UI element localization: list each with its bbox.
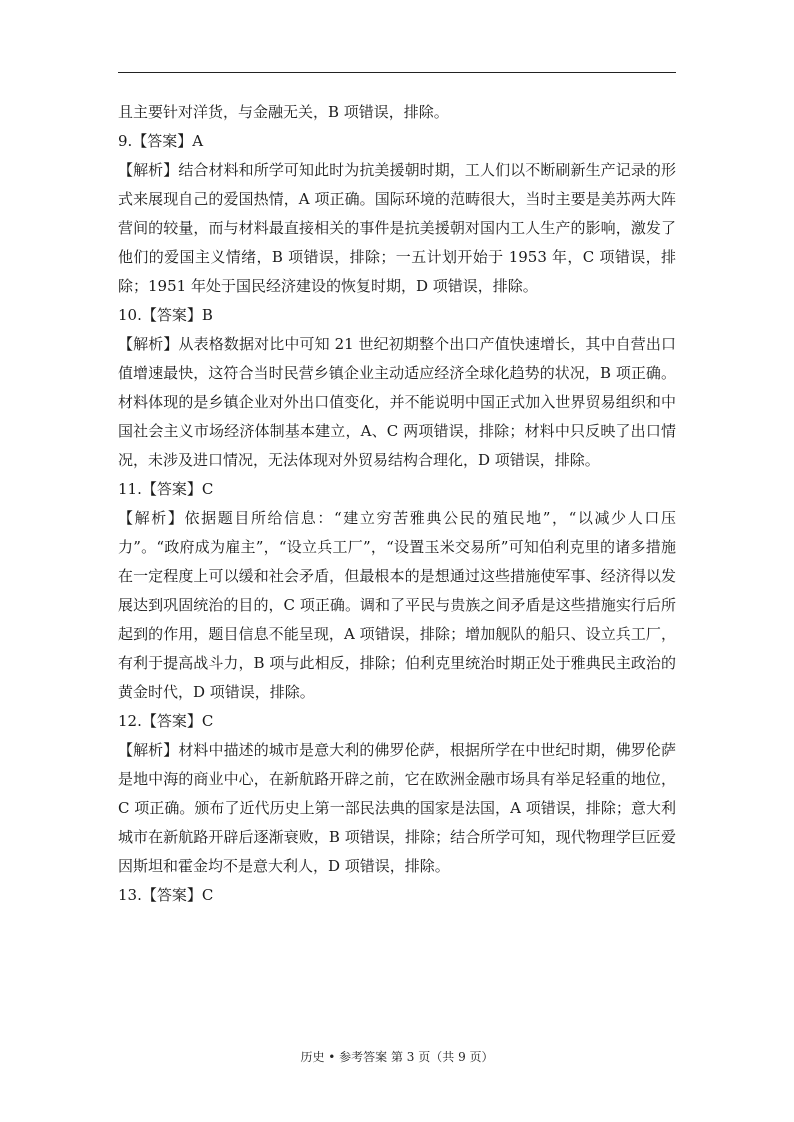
explanation-9: 【解析】结合材料和所学可知此时为抗美援朝时期，工人们以不断刷新生产记录的形式来展现自己的爱国热情，A 项正确。国际环境的范畴很大，当时主要是美苏两大阵营间的较量，而与材料最直接相关的事件是抗美援朝对国内工人生产的影响，激发了他们的爱国主义情绪，B 项错误，排除；一五计划开始于 1953 年，C 项错误，排除；1951 年处于国民经济建设的恢复时期，D 项错误，排除。 (118, 161, 676, 295)
answer-12: 12.【答案】C (118, 712, 214, 730)
explanation-12: 【解析】材料中描述的城市是意大利的佛罗伦萨，根据所学在中世纪时期，佛罗伦萨是地中海的商业中心，在新航路开辟之前，它在欧洲金融市场具有举足轻重的地位，C 项正确。颁布了近代历史上第一部民法典的国家是法国，A 项错误，排除；意大利城市在新航路开辟后逐渐衰败，B 项错误，排除；结合所学可知，现代物理学巨匠爱因斯坦和霍金均不是意大利人，D 项错误，排除。 (118, 741, 676, 875)
page-footer: 历史 • 参考答案 第 3 页（共 9 页） (300, 1050, 494, 1064)
answer-10: 10.【答案】B (118, 306, 213, 324)
answer-9: 9.【答案】A (118, 132, 204, 150)
header-rule (118, 72, 676, 73)
explanation-11: 【解析】依据题目所给信息：“建立穷苦雅典公民的殖民地”，“以减少人口压力”。“政府成为雇主”，“设立兵工厂”，“设置玉米交易所”可知伯利克里的诸多措施在一定程度上可以缓和社会矛盾，但最根本的是想通过这些措施使军事、经济得以发展达到巩固统治的目的，C 项正确。调和了平民与贵族之间矛盾是这些措施实行后所起到的作用，题目信息不能呈现，A 项错误，排除；增加舰队的船只、设立兵工厂，有利于提高战斗力，B 项与此相反，排除；伯利克里统治时期正处于雅典民主政治的黄金时代，D 项错误，排除。 (118, 509, 676, 701)
answer-11: 11.【答案】C (118, 480, 214, 498)
answer-13: 13.【答案】C (118, 886, 214, 904)
explanation-10: 【解析】从表格数据对比中可知 21 世纪初期整个出口产值快速增长，其中自营出口值增速最快，这符合当时民营乡镇企业主动适应经济全球化趋势的状况，B 项正确。材料体现的是乡镇企业对外出口值变化，并不能说明中国正式加入世界贸易组织和中国社会主义市场经济体制基本建立，A、C 两项错误，排除；材料中只反映了出口情况，未涉及进口情况，无法体现对外贸易结构合理化，D 项错误，排除。 (118, 335, 676, 469)
answer-key-body (118, 98, 676, 910)
continued-explanation: 且主要针对洋货，与金融无关，B 项错误，排除。 (118, 103, 449, 121)
